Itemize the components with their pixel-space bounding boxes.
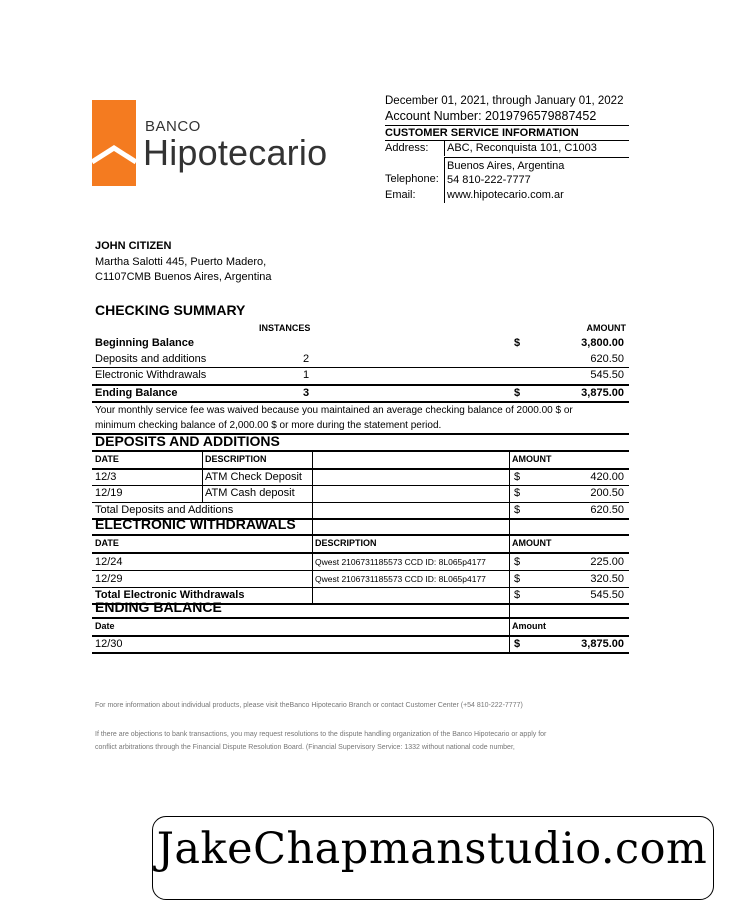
row-description: Qwest 2106731185573 CCD ID: 8L065p4177 bbox=[312, 554, 511, 570]
row-spacer bbox=[312, 515, 509, 534]
summary-instances: 1 bbox=[303, 369, 310, 381]
customer-block bbox=[95, 239, 272, 286]
customer-address-line1: Martha Salotti 445, Puerto Madero, bbox=[95, 255, 267, 268]
col-amount: Amount bbox=[509, 619, 632, 635]
email-label: Email: bbox=[385, 188, 416, 201]
summary-currency: $ bbox=[514, 386, 521, 399]
address-row-2 bbox=[385, 157, 629, 173]
logo-brand-name: Hipotecario bbox=[143, 132, 328, 173]
total-currency: $ bbox=[509, 588, 524, 604]
customer-name: JOHN CITIZEN bbox=[95, 240, 172, 252]
summary-label: Deposits and additions bbox=[95, 352, 207, 365]
telephone-label: Telephone: bbox=[385, 173, 439, 185]
row-description: ATM Cash deposit bbox=[202, 486, 315, 502]
ending-title: ENDING BALANCE bbox=[95, 599, 222, 615]
ending-row bbox=[92, 637, 629, 655]
row-amount: 320.50 bbox=[590, 572, 624, 585]
col-amount: AMOUNT bbox=[509, 452, 632, 468]
col-date: Date bbox=[95, 621, 115, 631]
address-line2: Buenos Aires, Argentina bbox=[444, 157, 629, 174]
email-row bbox=[385, 188, 629, 204]
row-date: 12/3 bbox=[95, 470, 117, 483]
table-row bbox=[92, 554, 629, 571]
deposits-title-row bbox=[92, 432, 629, 452]
row-spacer bbox=[509, 515, 630, 534]
withdrawals-table bbox=[92, 515, 629, 605]
summary-note-text-1: Your monthly service fee was waived because you maintained an average checking balance of 2000.00 $ or bbox=[95, 405, 573, 416]
col-amount: AMOUNT bbox=[586, 323, 626, 333]
summary-amount: 545.50 bbox=[590, 369, 624, 381]
row-date: 12/19 bbox=[95, 487, 123, 499]
telephone-row bbox=[385, 172, 629, 188]
statement-info bbox=[385, 94, 629, 203]
total-currency: $ bbox=[509, 503, 524, 519]
col-spacer bbox=[312, 452, 509, 468]
footer-dispute-line2: conflict arbitrations through the Financial Dispute Resolution Board. (Financial Supervisory Service: 1332 without national code number, bbox=[95, 744, 515, 751]
summary-row-beginning bbox=[92, 336, 629, 352]
row-currency: $ bbox=[509, 470, 524, 486]
row-description: ATM Check Deposit bbox=[202, 470, 315, 486]
withdrawals-title: ELECTRONIC WITHDRAWALS bbox=[95, 516, 296, 532]
deposits-table bbox=[92, 432, 629, 520]
summary-label: Ending Balance bbox=[95, 386, 178, 399]
logo-brand-small: BANCO bbox=[145, 118, 201, 135]
summary-note-text-2: minimum checking balance of 2,000.00 $ or more during the statement period. bbox=[95, 420, 442, 431]
summary-row-deposits bbox=[92, 352, 629, 369]
row-currency: $ bbox=[509, 571, 524, 587]
address-row bbox=[385, 141, 629, 157]
statement-period: December 01, 2021, through January 01, 2022 bbox=[385, 95, 624, 107]
footer-info-line: For more information about individual products, please visit theBanco Hipotecario Branch or contact Customer Center (+54 810-222-7777) bbox=[95, 702, 523, 709]
customer-address-line2: C1107CMB Buenos Aires, Argentina bbox=[95, 271, 272, 283]
summary-instances: 3 bbox=[303, 386, 310, 399]
row-spacer bbox=[312, 486, 509, 502]
withdrawals-title-row bbox=[92, 515, 629, 536]
ending-balance-table bbox=[92, 598, 629, 654]
row-amount: 200.50 bbox=[590, 487, 624, 499]
row-date: 12/29 bbox=[95, 572, 123, 585]
checking-summary-table bbox=[92, 321, 629, 435]
footer-dispute-line1: If there are objections to bank transactions, you may request resolutions to the dispute handling organization of the Banco Hipotecario or apply for bbox=[95, 731, 547, 738]
row-description: Qwest 2106731185573 CCD ID: 8L065p4177 bbox=[312, 571, 511, 587]
row-currency: $ bbox=[509, 637, 524, 653]
summary-note-1 bbox=[92, 403, 629, 418]
summary-label: Electronic Withdrawals bbox=[95, 369, 207, 381]
telephone-value: 54 810-222-7777 bbox=[444, 172, 629, 188]
checking-summary-title: CHECKING SUMMARY bbox=[95, 302, 246, 318]
summary-instances: 2 bbox=[303, 352, 310, 365]
row-amount: 420.00 bbox=[590, 470, 624, 483]
row-amount: 3,875.00 bbox=[581, 637, 624, 650]
row-date: 12/24 bbox=[95, 555, 123, 568]
row-currency: $ bbox=[509, 486, 524, 502]
row-currency: $ bbox=[509, 554, 524, 570]
col-instances: INSTANCES bbox=[259, 323, 311, 333]
summary-amount: 3,875.00 bbox=[581, 386, 624, 399]
ending-title-row bbox=[92, 598, 629, 619]
total-amount: 620.50 bbox=[590, 503, 624, 516]
row-date: 12/30 bbox=[95, 637, 123, 650]
summary-label: Beginning Balance bbox=[95, 337, 195, 349]
total-amount: 545.50 bbox=[590, 588, 624, 601]
withdrawals-header-row bbox=[92, 536, 629, 554]
account-number: Account Number: 2019796579887452 bbox=[385, 109, 597, 123]
address-label: Address: bbox=[385, 142, 429, 154]
customer-service-header: CUSTOMER SERVICE INFORMATION bbox=[385, 125, 629, 141]
summary-header-row bbox=[92, 321, 629, 336]
summary-currency: $ bbox=[514, 337, 521, 349]
table-row bbox=[92, 486, 629, 503]
col-description: DESCRIPTION bbox=[312, 536, 511, 552]
summary-row-withdrawals bbox=[92, 368, 629, 386]
bank-logo-icon bbox=[92, 100, 136, 186]
ending-header-row bbox=[92, 619, 629, 637]
watermark-text: JakeChapmanstudio.com bbox=[156, 824, 708, 874]
row-spacer bbox=[509, 598, 630, 617]
summary-amount: 620.50 bbox=[590, 352, 624, 365]
total-label: Total Deposits and Additions bbox=[95, 503, 234, 516]
col-date: DATE bbox=[95, 538, 119, 548]
col-description: DESCRIPTION bbox=[202, 452, 315, 468]
total-label: Total Electronic Withdrawals bbox=[95, 588, 245, 601]
row-spacer bbox=[312, 470, 509, 486]
summary-row-ending bbox=[92, 386, 629, 404]
col-date: DATE bbox=[95, 454, 119, 464]
email-value: www.hipotecario.com.ar bbox=[444, 188, 629, 203]
row-amount: 225.00 bbox=[590, 555, 624, 568]
deposits-header-row bbox=[92, 452, 629, 470]
table-row bbox=[92, 470, 629, 487]
table-row bbox=[92, 571, 629, 588]
address-line1: ABC, Reconquista 101, C1003 bbox=[444, 141, 629, 156]
deposits-title: DEPOSITS AND ADDITIONS bbox=[95, 433, 280, 449]
col-amount: AMOUNT bbox=[509, 536, 632, 552]
summary-amount: 3,800.00 bbox=[581, 337, 624, 349]
